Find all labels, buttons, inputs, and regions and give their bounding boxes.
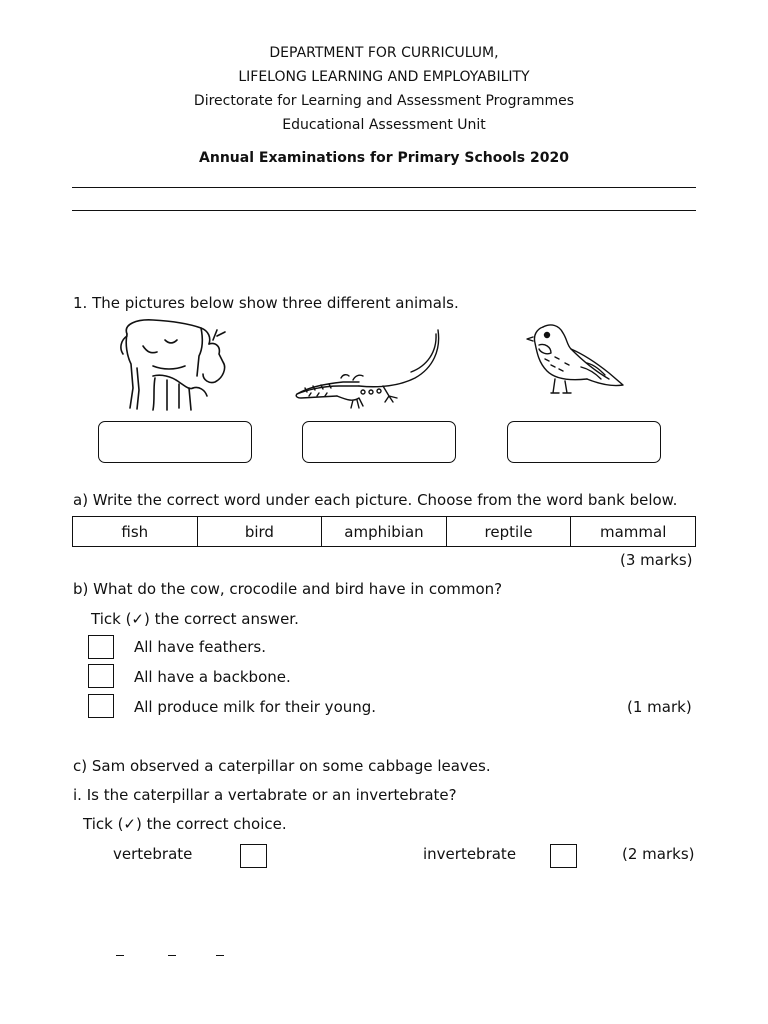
tick-box-invertebrate[interactable] [550,844,577,868]
header-assessment-unit: Educational Assessment Unit [282,117,486,133]
qc-sub-i: i. Is the caterpillar a vertabrate or an invertebrate? [73,786,457,804]
option-feathers: All have feathers. [134,638,267,656]
q1-intro: 1. The pictures below show three different animals. [73,294,459,312]
qc-text: c) Sam observed a caterpillar on some cabbage leaves. [73,757,491,775]
word-bank-table [72,516,696,547]
answer-box-cow[interactable] [98,421,252,463]
header-directorate: Directorate for Learning and Assessment Programmes [193,93,575,109]
word-bank-cell: fish [73,517,198,547]
qb-text: b) What do the cow, crocodile and bird have in common? [73,580,503,598]
tick-box-vertebrate[interactable] [240,844,267,868]
word-bank-cell: bird [197,517,322,547]
answer-box-crocodile[interactable] [302,421,456,463]
answer-box-bird[interactable] [507,421,661,463]
crocodile-icon [293,328,443,410]
exam-title: Annual Examinations for Primary Schools 2020 [199,150,569,166]
choice-invertebrate-label: invertebrate [423,845,517,863]
word-bank-cell: reptile [446,517,571,547]
cow-with-calf-icon [113,316,231,414]
header-department: DEPARTMENT FOR CURRICULUM, [269,45,499,61]
word-bank-cell: amphibian [322,517,447,547]
header-lifelong-learning: LIFELONG LEARNING AND EMPLOYABILITY [238,69,530,85]
bottom-dash [168,955,176,956]
qa-marks: (3 marks) [620,551,693,569]
divider-bottom [72,210,696,211]
word-bank-cell: mammal [571,517,696,547]
divider-top [72,187,696,188]
option-backbone: All have a backbone. [134,668,291,686]
qc-marks: (2 marks) [622,845,695,863]
qc-instruction: Tick (✓) the correct choice. [83,815,287,833]
tick-box-milk[interactable] [88,694,114,718]
qa-text: a) Write the correct word under each picture. Choose from the word bank below. [73,491,678,509]
qb-marks: (1 mark) [627,698,692,716]
bird-icon [525,321,627,397]
qb-instruction: Tick (✓) the correct answer. [91,610,299,628]
tick-box-backbone[interactable] [88,664,114,688]
option-milk: All produce milk for their young. [134,698,377,716]
choice-vertebrate-label: vertebrate [113,845,193,863]
tick-box-feathers[interactable] [88,635,114,659]
bottom-dash [116,955,124,956]
bottom-dash [216,955,224,956]
